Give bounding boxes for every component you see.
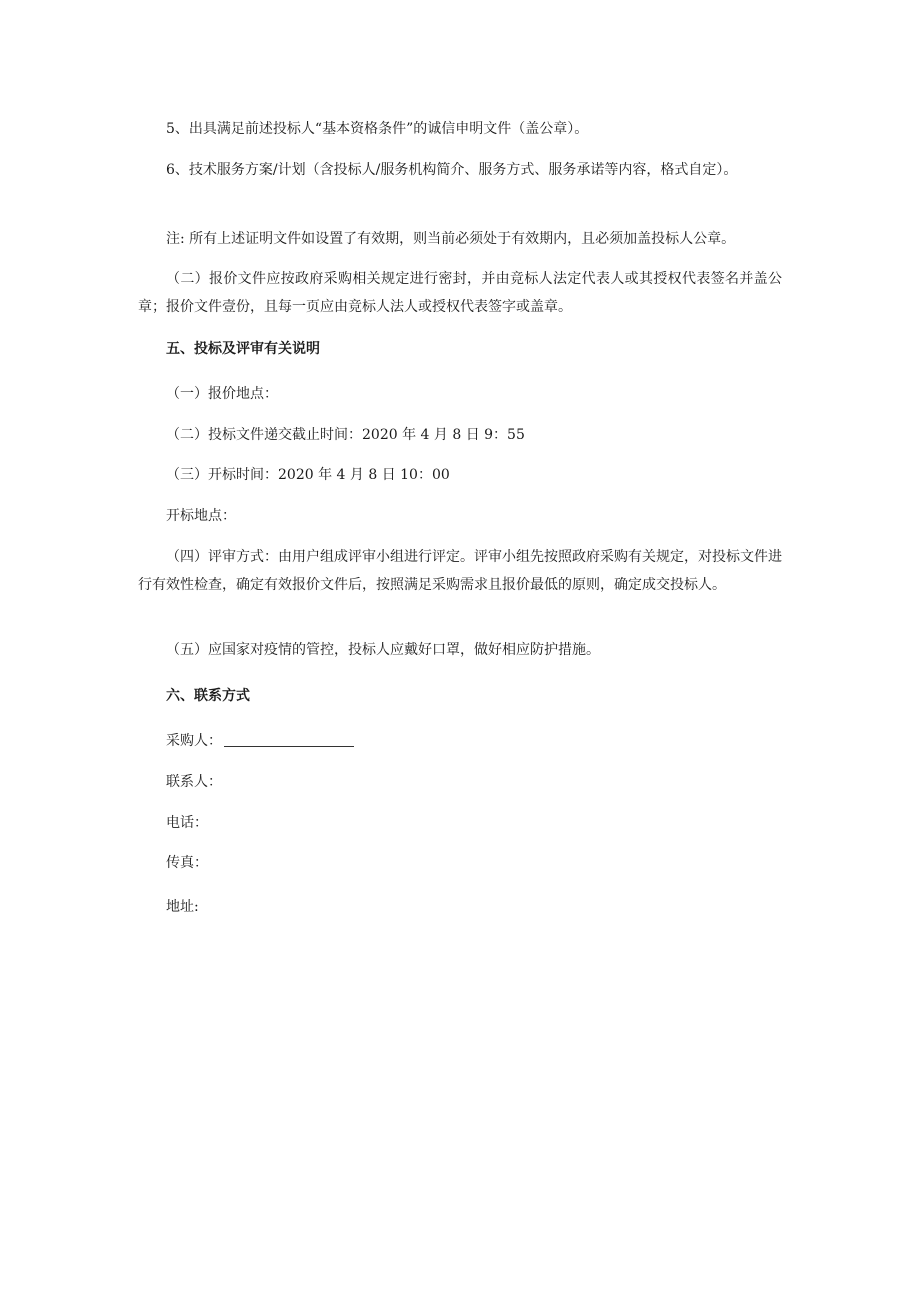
section-5-heading: 五、投标及评审有关说明 bbox=[166, 341, 320, 357]
sealing-text: （二）报价文件应按政府采购相关规定进行密封，并由竞标人法定代表人或其授权代表签名并盖公章；报价文件壹份，且每一页应由竞标人法人或授权代表签字或盖章。 bbox=[138, 271, 782, 315]
quote-location-text: （一）报价地点： bbox=[166, 386, 278, 402]
fax-label: 传真： bbox=[166, 855, 208, 871]
purchaser-blank-line bbox=[224, 730, 354, 747]
submission-deadline-text: （二）投标文件递交截止时间：2020 年 4 月 8 日 9：55 bbox=[166, 427, 525, 443]
opening-time-text: （三）开标时间：2020 年 4 月 8 日 10：00 bbox=[166, 467, 450, 483]
section-6-heading: 六、联系方式 bbox=[166, 688, 250, 704]
address-label: 地址: bbox=[166, 899, 199, 915]
note-text: 注: 所有上述证明文件如设置了有效期，则当前必须处于有效期内，且必须加盖投标人公章。 bbox=[166, 231, 736, 247]
opening-place-text: 开标地点： bbox=[166, 508, 236, 524]
item-6-text: 6、技术服务方案/计划（含投标人/服务机构简介、服务方式、服务承诺等内容，格式自定）。 bbox=[166, 162, 738, 178]
item-5-text: 5、出具满足前述投标人“基本资格条件”的诚信申明文件（盖公章）。 bbox=[166, 121, 589, 137]
contact-person-label: 联系人： bbox=[166, 774, 222, 790]
purchaser-label: 采购人： bbox=[166, 733, 222, 749]
phone-label: 电话： bbox=[166, 815, 208, 831]
purchaser-row bbox=[138, 727, 782, 755]
evaluation-method-text: （四）评审方式：由用户组成评审小组进行评定。评审小组先按照政府采购有关规定，对投标文件进行有效性检查，确定有效报价文件后，按照满足采购需求且报价最低的原则，确定成交投标人。 bbox=[138, 549, 782, 593]
epidemic-control-text: （五）应国家对疫情的管控，投标人应戴好口罩，做好相应防护措施。 bbox=[166, 642, 600, 658]
